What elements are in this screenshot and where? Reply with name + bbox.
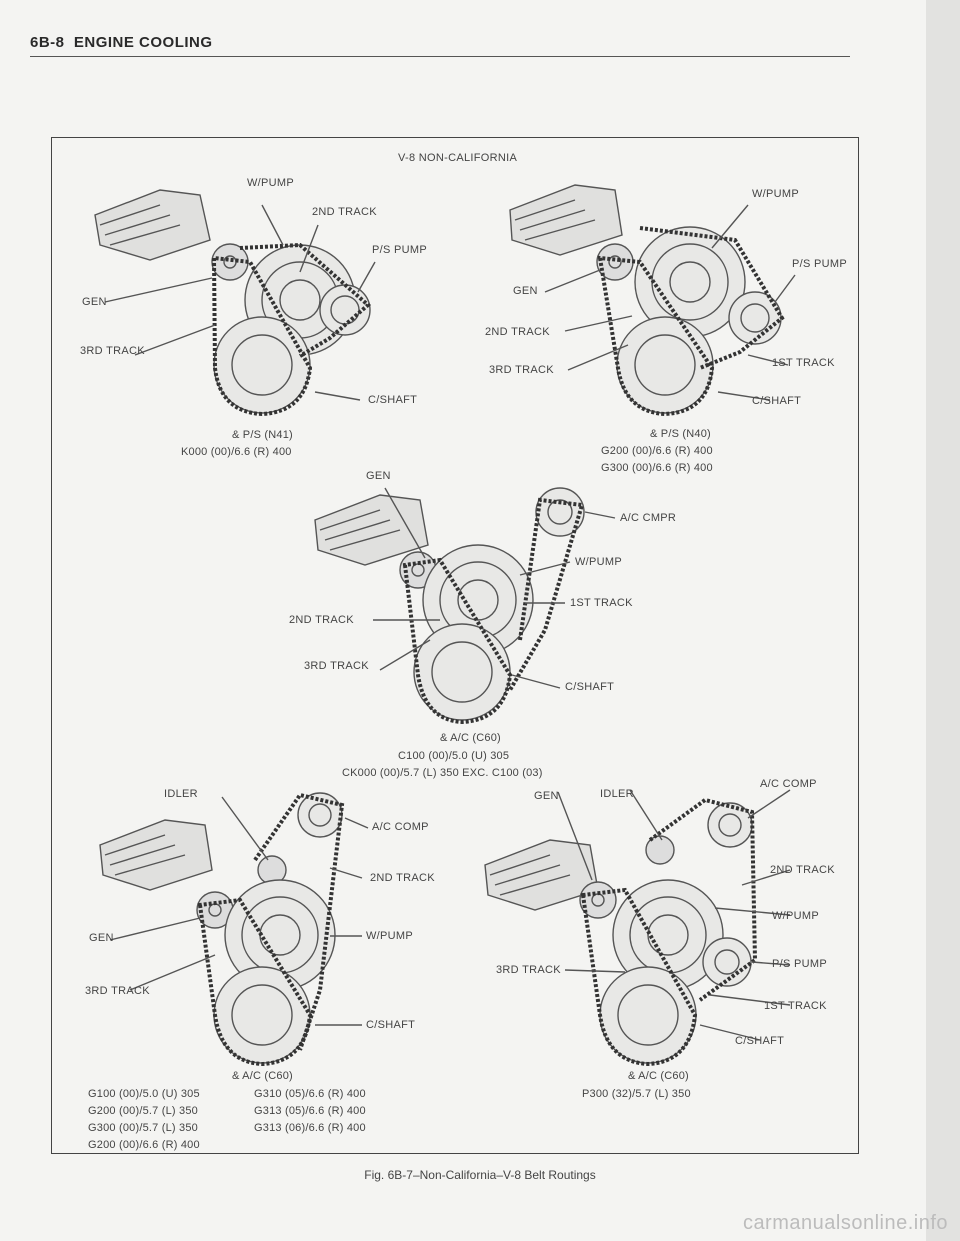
d4-label-cshaft: C/SHAFT [366,1019,416,1031]
d3-caption-1: & A/C (C60) [440,732,501,744]
d5-label-wpump: W/PUMP [772,910,820,922]
section-number: 6B-8 [30,34,65,51]
d4-label-ac-comp: A/C COMP [372,821,429,833]
d4-label-3rd-track: 3RD TRACK [85,985,150,997]
d1-label-gen: GEN [82,296,107,308]
d4-caption-right-2: G313 (05)/6.6 (R) 400 [254,1105,366,1117]
d5-label-idler: IDLER [600,788,634,800]
d5-caption-2: P300 (32)/5.7 (L) 350 [582,1088,691,1100]
d4-label-wpump: W/PUMP [366,930,414,942]
d3-label-2nd-track: 2ND TRACK [289,614,354,626]
d5-caption-1: & A/C (C60) [628,1070,689,1082]
d1-label-cshaft: C/SHAFT [368,394,418,406]
d4-caption-right-1: G310 (05)/6.6 (R) 400 [254,1088,366,1100]
d2-label-gen: GEN [513,285,538,297]
d3-caption-2: C100 (00)/5.0 (U) 305 [398,750,510,762]
d4-label-gen: GEN [89,932,114,944]
d5-label-ps-pump: P/S PUMP [772,958,827,970]
d5-label-3rd-track: 3RD TRACK [496,964,561,976]
d3-label-cshaft: C/SHAFT [565,681,615,693]
d3-label-ac-cmpr: A/C CMPR [620,512,677,524]
watermark[interactable]: carmanualsonline.info [742,1212,948,1234]
d1-label-3rd-track: 3RD TRACK [80,345,145,357]
d2-caption-1: & P/S (N40) [650,428,711,440]
d1-label-ps-pump: P/S PUMP [372,244,427,256]
d3-label-gen: GEN [366,470,391,482]
d5-label-2nd-track: 2ND TRACK [770,864,835,876]
d1-caption-2: K000 (00)/6.6 (R) 400 [181,446,292,458]
d4-caption-left-1: G100 (00)/5.0 (U) 305 [88,1088,200,1100]
d3-label-1st-track: 1ST TRACK [570,597,633,609]
d4-caption-right-3: G313 (06)/6.6 (R) 400 [254,1122,366,1134]
d3-caption-3: CK000 (00)/5.7 (L) 350 EXC. C100 (03) [342,767,543,779]
d1-label-2nd-track: 2ND TRACK [312,206,377,218]
d3-label-wpump: W/PUMP [575,556,623,568]
d2-caption-3: G300 (00)/6.6 (R) 400 [601,462,713,474]
section-title: ENGINE COOLING [73,34,213,51]
d2-label-1st-track: 1ST TRACK [772,357,835,369]
d2-label-wpump: W/PUMP [752,188,800,200]
d2-label-cshaft: C/SHAFT [752,395,802,407]
figure-caption: Fig. 6B-7–Non-California–V-8 Belt Routings [364,1168,596,1182]
d1-label-wpump: W/PUMP [247,177,295,189]
d5-label-gen: GEN [534,790,559,802]
d5-label-ac-comp: A/C COMP [760,778,817,790]
d4-label-2nd-track: 2ND TRACK [370,872,435,884]
d4-caption-left-2: G200 (00)/5.7 (L) 350 [88,1105,198,1117]
d4-label-idler: IDLER [164,788,198,800]
d4-caption-left-3: G300 (00)/5.7 (L) 350 [88,1122,198,1134]
d3-label-3rd-track: 3RD TRACK [304,660,369,672]
d2-label-2nd-track: 2ND TRACK [485,326,550,338]
d5-label-1st-track: 1ST TRACK [764,1000,827,1012]
d2-label-3rd-track: 3RD TRACK [489,364,554,376]
d2-caption-2: G200 (00)/6.6 (R) 400 [601,445,713,457]
d5-label-cshaft: C/SHAFT [735,1035,785,1047]
top-title: V-8 NON-CALIFORNIA [398,152,518,164]
d4-caption-left-4: G200 (00)/6.6 (R) 400 [88,1139,200,1151]
d1-caption-1: & P/S (N41) [232,429,293,441]
d4-caption-title: & A/C (C60) [232,1070,293,1082]
d2-label-ps-pump: P/S PUMP [792,258,847,270]
